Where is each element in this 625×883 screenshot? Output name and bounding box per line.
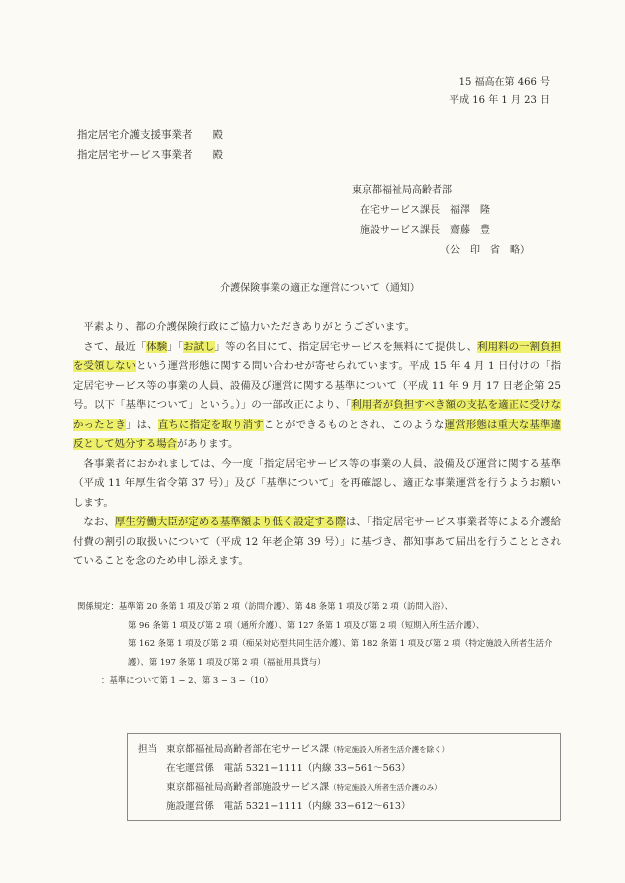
sender-block (352, 181, 530, 261)
highlighted-text: 体験 (146, 340, 168, 353)
text-run: なお、 (83, 516, 115, 528)
highlighted-text: お試し (183, 340, 215, 353)
provision-line: 第 162 条第 1 項及び第 2 項（痴呆対応型共同生活介護）、第 182 条第 1 項及び第 2 項（特定施設入所者生活介護）、第 197 条第 1 項及び第 2 項（福祉用具貸与） (128, 638, 553, 667)
text-run: ことができるものとされ、このような (263, 418, 445, 431)
body-paragraph (73, 338, 561, 455)
officer-name: 齋藤 豊 (450, 225, 490, 236)
highlighted-text: 運営形態は重大な基準違反として処分する場合 (73, 418, 562, 450)
text-run: は、「指定居宅サービス事業者等による介護給付費の割引の取扱いについて（平成 12 年老企第 39 号）」に基づき、都知事あて届出を行うこととされていることを念のため申し添えます。 (73, 516, 561, 567)
reference-block (400, 74, 550, 110)
contact-line (138, 797, 550, 816)
related-provisions (77, 597, 565, 690)
officer-title: 施設サービス課長 (360, 225, 440, 236)
contact-line (138, 778, 550, 797)
officer-title: 在宅サービス課長 (360, 205, 440, 216)
sender-department: 東京都福祉局高齢者部 (352, 185, 452, 196)
contact-phone: 電話 5321−1111（内線 33−612〜613） (223, 801, 411, 812)
document-subject: 介護保険事業の適正な運営について（通知） (220, 283, 420, 294)
contact-section: 在宅運営係 (166, 763, 214, 774)
body-paragraph: 各事業者におかれましては、今一度「指定居宅サービス等の事業の人員、設備及び運営に関する基準（平成 11 年厚生省令第 37 号）」及び「基準について」を再確認し、適正な事業運営を行うようお願いします。 (73, 457, 561, 509)
contact-department: 東京都福祉局高齢者部施設サービス課 (166, 782, 330, 793)
text-run: という運営形態に関する問い合わせが寄せられています。平成 15 年 4 月 1 日付けの「指定居宅サービス等の事業の人員、設備及び運営に関する基準について（平成 11 年 9 月 17 日老企第 25 号。以下「基準について」という。）」の一部改正により、「 (73, 360, 561, 411)
text-run: さて、最近「 (83, 340, 147, 353)
addressee-name: 指定居宅サービス事業者 (77, 149, 193, 161)
issue-date: 平成 16 年 1 月 23 日 (449, 95, 550, 106)
contact-line (138, 740, 550, 759)
addressee-line (77, 125, 223, 145)
highlighted-text: 利用料の一割負担を受領しない (73, 340, 562, 372)
highlighted-text: 厚生労働大臣が定める基準額より低く設定する際 (114, 516, 346, 528)
sender-officer (360, 201, 530, 221)
sender-officer (360, 221, 530, 241)
addressee-line (77, 145, 223, 165)
addressee-honorific: 殿 (212, 129, 223, 141)
reference-number: 15 福高在第 466 号 (458, 77, 550, 88)
contact-department: 東京都福祉局高齢者部在宅サービス課 (166, 744, 330, 755)
body-paragraph (73, 513, 561, 572)
contact-phone: 電話 5321−1111（内線 33−561〜563） (223, 763, 411, 774)
contact-line (138, 759, 550, 778)
contact-box (127, 733, 561, 821)
provision-line: ：基準について第 1 − 2、第 3 − 3 −（10） (101, 675, 273, 685)
provision-line: 関係規定：基準第 20 条第 1 項及び第 2 項（訪問介護）、第 48 条第 1 項及び第 2 項（訪問入浴）、 (77, 601, 454, 611)
contact-label: 担当 (138, 744, 158, 755)
text-run: 」等の名目にて、指定居宅サービスを無料にて提供し、 (214, 340, 478, 353)
highlighted-text: 利用者が負担すべき額の支払を適正に受けなかったとき (73, 399, 561, 431)
addressee-honorific: 殿 (212, 149, 223, 161)
contact-section: 施設運営係 (166, 801, 214, 812)
contact-note: （特定施設入所者生活介護のみ） (329, 783, 442, 792)
officer-name: 福澤 隆 (450, 205, 490, 216)
text-run: 」「 (167, 340, 184, 353)
addressee-name: 指定居宅介護支援事業者 (77, 129, 193, 141)
addressee-block (77, 125, 223, 165)
highlighted-text: 直ちに指定を取り消す (157, 418, 264, 431)
provision-line: 第 96 条第 1 項及び第 2 項（通所介護）、第 127 条第 1 項及び第 2 項（短期入所生活介護）、 (128, 619, 485, 630)
seal-omitted-note: （公 印 省 略） (440, 245, 530, 256)
contact-note: （特定施設入所者生活介護を除く） (329, 745, 450, 754)
document-body (73, 318, 561, 572)
body-paragraph: 平素より、都の介護保険行政にご協力いただきありがとうございます。 (83, 321, 416, 333)
text-run: があります。 (176, 438, 239, 450)
text-run: 」は、 (126, 418, 158, 431)
